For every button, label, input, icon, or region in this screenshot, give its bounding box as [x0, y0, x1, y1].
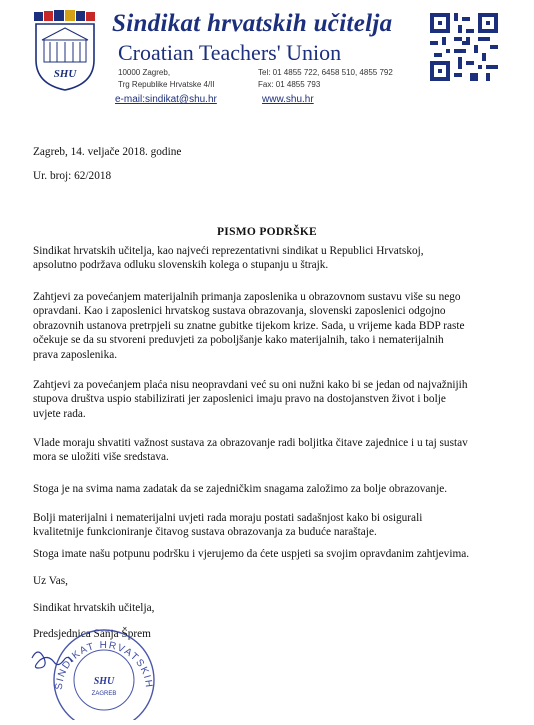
paragraph-2: [33, 290, 495, 362]
address-line-2: Trg Republike Hrvatske 4/II: [118, 80, 215, 89]
svg-text:SINDIKAT HRVATSKIH UČITELJA: [28, 628, 154, 690]
union-logo: [30, 10, 100, 92]
letter-date: Zagreb, 14. veljače 2018. godine: [33, 146, 182, 158]
paragraph-line: uvjete rada.: [33, 407, 86, 420]
paragraph-line: Stoga je na svima nama zadatak da se zajedničkim snagama založimo za bolje obrazovanje.: [33, 483, 448, 495]
closing-salutation: Uz Vas,: [33, 575, 68, 587]
paragraph-line: očekuje se da su stvoreni preduvjeti za poboljšanje kako materijalnih, tako i nematerijalnih: [33, 334, 444, 347]
paragraph-7: [33, 547, 495, 561]
stamp-ring-text: SINDIKAT HRVATSKIH: [53, 639, 155, 691]
website-link[interactable]: www.shu.hr: [262, 94, 314, 105]
paragraph-1: [33, 244, 495, 273]
paragraph-line: stupova društva uspio stabilizirati jer zaposlenici imaju pravo na dostojanstven život i bolje: [33, 393, 446, 406]
union-name-english: Croatian Teachers' Union: [118, 40, 342, 65]
paragraph-line: Zahtjevi za povećanjem materijalnih primanja zaposlenika u obrazovnom sustavu više su nego: [33, 291, 461, 303]
paragraph-line: Bolji materijalni i nematerijalni uvjeti rada moraju postati sadašnjost kako bi osigurali: [33, 512, 423, 524]
reference-number: Ur. broj: 62/2018: [33, 170, 112, 182]
paragraph-6: [33, 511, 495, 540]
phone-numbers: Tel: 01 4855 722, 6458 510, 4855 792: [258, 68, 393, 77]
signatory-organization: Sindikat hrvatskih učitelja,: [33, 602, 155, 614]
address-line-1: 10000 Zagreb,: [118, 68, 171, 77]
paragraph-line: obrazovnih ustanova pretrpjeli su znatne gubitke tijekom krize. Sada, u vrijeme kada BDP raste: [33, 319, 465, 332]
paragraph-line: apsolutno podržava odluku slovenskih kolega o stupanju u štrajk.: [33, 259, 329, 272]
fax-number: Fax: 01 4855 793: [258, 80, 321, 89]
paragraph-line: Stoga imate našu potpunu podršku i vjerujemo da ćete uspjeti sa svojim opravdanim zahtjevima.: [33, 548, 470, 560]
paragraph-line: prava zaposlenika.: [33, 348, 118, 361]
paragraph-5: [33, 482, 495, 496]
paragraph-line: kvalitetnije funkcioniranje čitavog sustava obrazovanja za buduće naraštaje.: [33, 526, 377, 539]
stamp-center-text: SHU: [93, 676, 115, 687]
paragraph-line: Sindikat hrvatskih učitelja, kao najveći reprezentativni sindikat u Republici Hrvatskoj,: [33, 245, 424, 257]
paragraph-line: opravdani. Kao i zaposlenici hrvatskog sustava obrazovanja, slovenski zaposlenici odgojno: [33, 305, 446, 318]
email-link[interactable]: e-mail:sindikat@shu.hr: [115, 94, 217, 105]
paragraph-line: mora se uložiti više sredstava.: [33, 451, 169, 464]
signatory-name: Predsjednica Sanja Šprem: [33, 628, 151, 640]
logo-text: SHU: [53, 68, 77, 80]
letter-title: PISMO PODRŠKE: [216, 226, 318, 238]
paragraph-line: Zahtjevi za povećanjem plaća nisu neopravdani već su oni nužni kako bi se jedan od najvažnijih: [33, 379, 468, 391]
official-stamp: [28, 628, 178, 720]
qr-code-icon: [430, 13, 498, 81]
paragraph-4: [33, 436, 495, 465]
union-name-croatian: Sindikat hrvatskih učitelja: [112, 10, 393, 37]
paragraph-3: [33, 378, 495, 421]
paragraph-line: Vlade moraju shvatiti važnost sustava za obrazovanje radi boljitka čitave zajednice i u taj sustav: [33, 437, 468, 449]
stamp-city-text: ZAGREB: [91, 691, 117, 697]
